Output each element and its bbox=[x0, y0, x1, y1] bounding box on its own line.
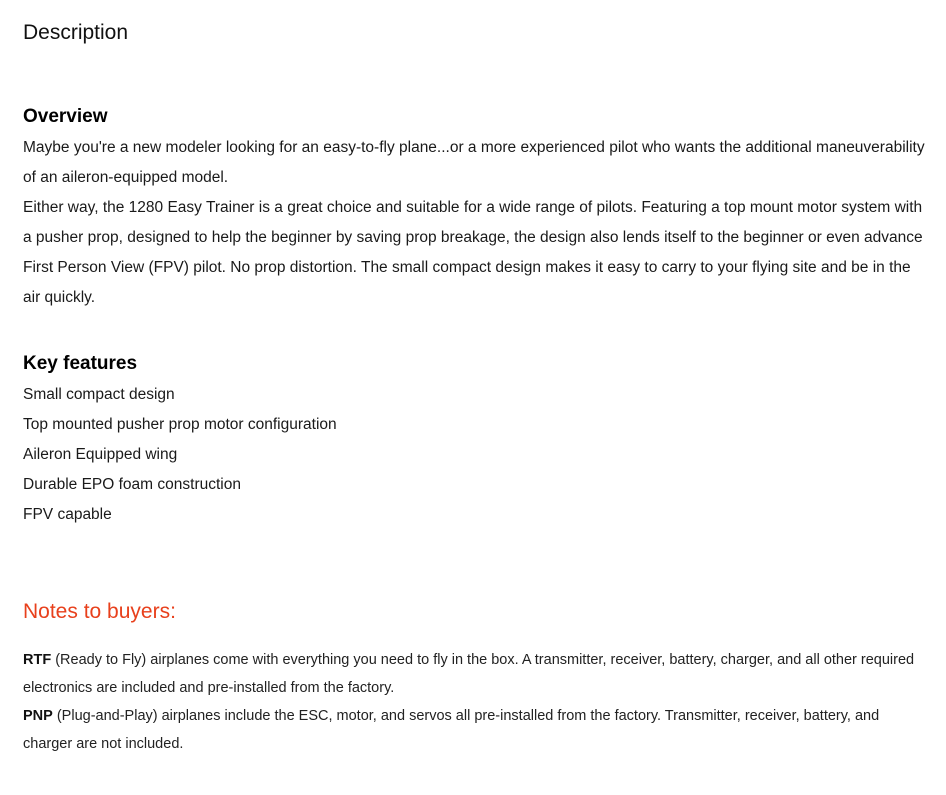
rtf-text: (Ready to Fly) airplanes come with everything you need to fly in the box. A transmitter, receiver, battery, charger, and all other required electronics are included and pre-installed from the factory. bbox=[23, 652, 915, 696]
list-item: FPV capable bbox=[23, 506, 112, 523]
pnp-label: PNP bbox=[23, 708, 53, 724]
list-item: Small compact design bbox=[23, 386, 175, 403]
overview-paragraph-2: Either way, the 1280 Easy Trainer is a great choice and suitable for a wide range of pilots. Featuring a top mount motor system with a pusher prop, designed to help the beginner by saving prop breakage, the design also lends itself to the beginner or even advance First Person View (FPV) pilot. No prop distortion. The small compact design makes it easy to carry to your flying site and be in the air quickly. bbox=[23, 199, 923, 306]
page-title: Description bbox=[23, 21, 129, 44]
overview-heading: Overview bbox=[23, 106, 108, 127]
list-item: Top mounted pusher prop motor configuration bbox=[23, 416, 337, 433]
overview-paragraph-1: Maybe you're a new modeler looking for an easy-to-fly plane...or a more experienced pilot who wants the additional maneuverability of an aileron-equipped model. bbox=[23, 139, 925, 186]
notes-body bbox=[23, 646, 928, 758]
pnp-note bbox=[23, 702, 928, 758]
list-item: Durable EPO foam construction bbox=[23, 476, 241, 493]
rtf-label: RTF bbox=[23, 652, 52, 668]
notes-heading: Notes to buyers: bbox=[23, 600, 176, 623]
overview-body bbox=[23, 133, 928, 313]
key-features-heading: Key features bbox=[23, 353, 138, 374]
key-features-list bbox=[23, 380, 337, 530]
list-item: Aileron Equipped wing bbox=[23, 446, 178, 463]
rtf-note bbox=[23, 646, 928, 702]
pnp-text: (Plug-and-Play) airplanes include the ESC, motor, and servos all pre-installed from the factory. Transmitter, receiver, battery, and charger are not included. bbox=[23, 708, 880, 752]
